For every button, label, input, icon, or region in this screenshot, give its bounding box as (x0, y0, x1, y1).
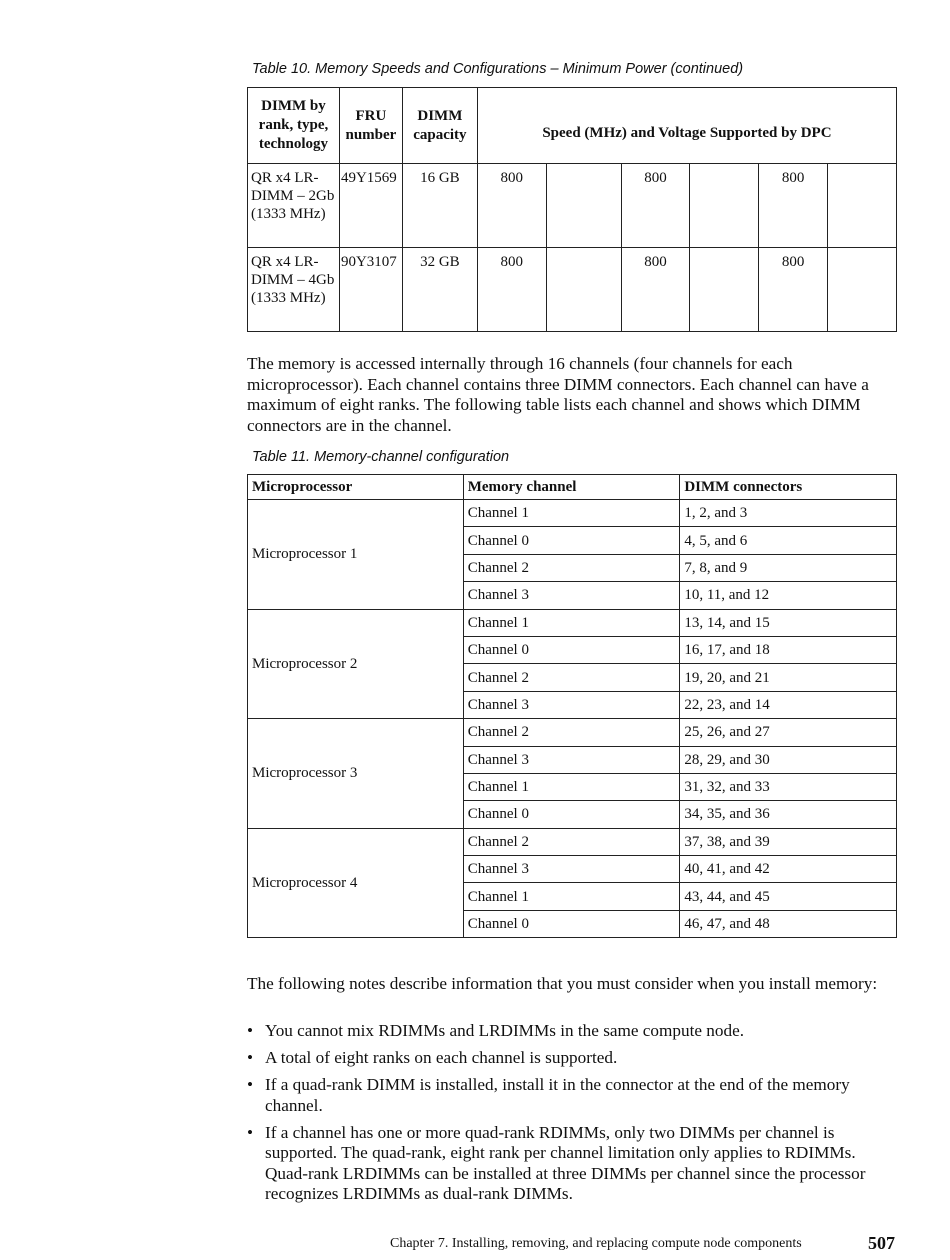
cell-channel: Channel 1 (463, 773, 680, 800)
cell-microprocessor: Microprocessor 4 (248, 828, 464, 938)
cell-dimm: QR x4 LR-DIMM – 4Gb (1333 MHz) (248, 248, 340, 332)
cell-channel: Channel 0 (463, 527, 680, 554)
cell-speed (546, 248, 621, 332)
header-memory-channel: Memory channel (463, 475, 680, 500)
list-item: • A total of eight ranks on each channel is supported. (247, 1048, 897, 1069)
cell-connectors: 1, 2, and 3 (680, 500, 897, 527)
cell-microprocessor: Microprocessor 1 (248, 500, 464, 610)
cell-channel: Channel 1 (463, 883, 680, 910)
cell-speed (690, 248, 759, 332)
cell-fru: 49Y1569 (339, 164, 402, 248)
list-item: • If a channel has one or more quad-rank RDIMMs, only two DIMMs per channel is supported. The quad-rank, eight rank per channel limitation only applies to RDIMMs. Quad-rank LRDIMMs can be installed at three DIMMs per channel since the processor recognizes LRDIMMs as dual-rank DIMMs. (247, 1123, 897, 1205)
cell-speed: 800 (477, 164, 546, 248)
cell-capacity: 16 GB (402, 164, 477, 248)
intro-paragraph: The memory is accessed internally through 16 channels (four channels for each microprocessor). Each channel contains three DIMM connectors. Each channel can have a maximum of eight ranks. The following table lists each channel and shows which DIMM connectors are in the channel. (247, 354, 869, 435)
cell-fru: 90Y3107 (339, 248, 402, 332)
cell-speed: 800 (621, 248, 690, 332)
notes-list (247, 1021, 897, 1211)
cell-speed (690, 164, 759, 248)
cell-connectors: 4, 5, and 6 (680, 527, 897, 554)
header-dimm: DIMM by rank, type, technology (248, 88, 340, 164)
cell-channel: Channel 3 (463, 856, 680, 883)
cell-channel: Channel 3 (463, 691, 680, 718)
cell-microprocessor: Microprocessor 2 (248, 609, 464, 719)
notes-intro: The following notes describe information that you must consider when you install memory: (247, 974, 878, 993)
cell-connectors: 46, 47, and 48 (680, 910, 897, 937)
cell-connectors: 37, 38, and 39 (680, 828, 897, 855)
memory-channel-table (247, 474, 897, 938)
header-dimm-connectors: DIMM connectors (680, 475, 897, 500)
cell-speed: 800 (759, 164, 828, 248)
cell-connectors: 43, 44, and 45 (680, 883, 897, 910)
cell-speed (546, 164, 621, 248)
cell-channel: Channel 3 (463, 582, 680, 609)
cell-speed: 800 (621, 164, 690, 248)
cell-connectors: 22, 23, and 14 (680, 691, 897, 718)
cell-connectors: 25, 26, and 27 (680, 719, 897, 746)
header-fru: FRU number (339, 88, 402, 164)
table-row (248, 164, 897, 248)
cell-speed: 800 (477, 248, 546, 332)
cell-channel: Channel 0 (463, 636, 680, 663)
table-row (248, 719, 897, 746)
cell-connectors: 19, 20, and 21 (680, 664, 897, 691)
cell-channel: Channel 0 (463, 910, 680, 937)
cell-connectors: 13, 14, and 15 (680, 609, 897, 636)
cell-connectors: 10, 11, and 12 (680, 582, 897, 609)
cell-speed (828, 248, 897, 332)
header-speed: Speed (MHz) and Voltage Supported by DPC (477, 88, 896, 164)
table10-caption: Table 10. Memory Speeds and Configurations – Minimum Power (continued) (252, 61, 744, 77)
table11-caption: Table 11. Memory-channel configuration (252, 449, 510, 465)
list-item: • If a quad-rank DIMM is installed, install it in the connector at the end of the memory channel. (247, 1075, 897, 1116)
cell-channel: Channel 1 (463, 500, 680, 527)
header-capacity: DIMM capacity (402, 88, 477, 164)
table-row (248, 500, 897, 527)
cell-channel: Channel 2 (463, 554, 680, 581)
page-number: 507 (868, 1233, 895, 1253)
cell-connectors: 34, 35, and 36 (680, 801, 897, 828)
cell-capacity: 32 GB (402, 248, 477, 332)
cell-channel: Channel 2 (463, 719, 680, 746)
header-microprocessor: Microprocessor (248, 475, 464, 500)
cell-channel: Channel 3 (463, 746, 680, 773)
footer-chapter: Chapter 7. Installing, removing, and replacing compute node components (390, 1236, 802, 1251)
cell-connectors: 7, 8, and 9 (680, 554, 897, 581)
table-row (248, 828, 897, 855)
cell-channel: Channel 2 (463, 664, 680, 691)
list-item: • You cannot mix RDIMMs and LRDIMMs in the same compute node. (247, 1021, 897, 1042)
cell-connectors: 40, 41, and 42 (680, 856, 897, 883)
memory-speeds-table (247, 87, 897, 332)
cell-microprocessor: Microprocessor 3 (248, 719, 464, 829)
cell-connectors: 16, 17, and 18 (680, 636, 897, 663)
cell-channel: Channel 1 (463, 609, 680, 636)
cell-connectors: 31, 32, and 33 (680, 773, 897, 800)
cell-channel: Channel 2 (463, 828, 680, 855)
cell-channel: Channel 0 (463, 801, 680, 828)
cell-speed: 800 (759, 248, 828, 332)
cell-connectors: 28, 29, and 30 (680, 746, 897, 773)
table-row (248, 248, 897, 332)
cell-dimm: QR x4 LR-DIMM – 2Gb (1333 MHz) (248, 164, 340, 248)
table-row (248, 609, 897, 636)
cell-speed (828, 164, 897, 248)
